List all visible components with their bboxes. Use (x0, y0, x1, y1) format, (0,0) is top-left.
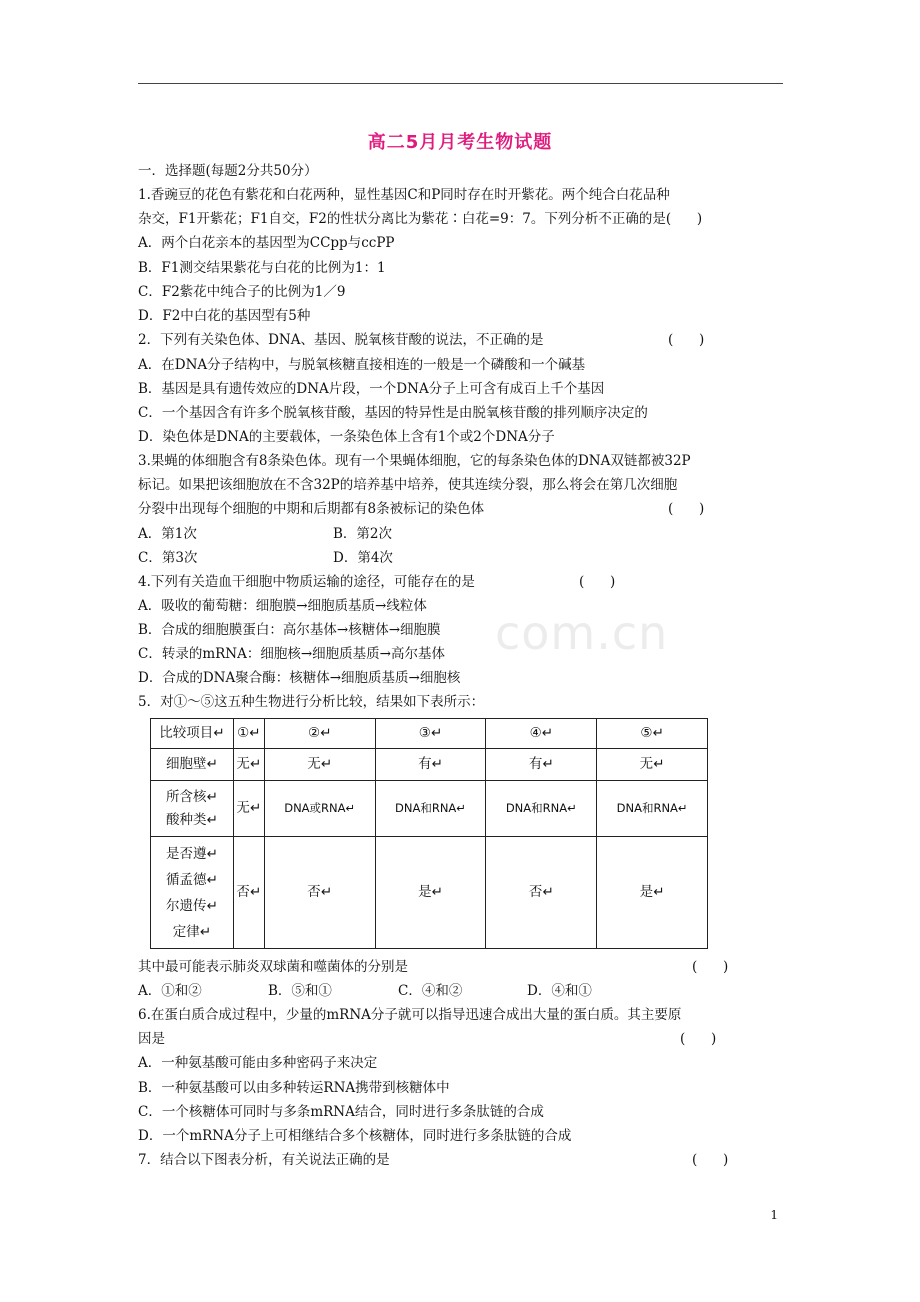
page-number: 1 (770, 1208, 778, 1222)
table-cell: 无↵ (233, 781, 264, 837)
q5-option-c: C．④和② (398, 983, 463, 999)
q6-option-d: D．一个mRNA分子上可相继结合多个核糖体，同时进行多条肽链的合成 (138, 1128, 572, 1144)
table-header-cell: ③↵ (375, 719, 486, 749)
q6-stem-line1: 6.在蛋白质合成过程中，少量的mRNA分子就可以指导迅速合成出大量的蛋白质。其主要原 (138, 1007, 682, 1023)
q2-stem: 2．下列有关染色体、DNA、基因、脱氧核苷酸的说法，不正确的是 (138, 332, 544, 348)
table-cell: 无↵ (233, 749, 264, 781)
q2-option-b: B．基因是具有遗传效应的DNA片段，一个DNA分子上可含有成百上千个基因 (138, 381, 605, 397)
table-row-label (151, 781, 234, 837)
q4-option-a: A．吸收的葡萄糖：细胞膜→细胞质基质→线粒体 (138, 598, 427, 614)
q4-option-d: D．合成的DNA聚合酶：核糖体→细胞质基质→细胞核 (138, 670, 461, 686)
table-cell: 无↵ (597, 749, 708, 781)
table-header-cell: ⑤↵ (597, 719, 708, 749)
q1-stem-line2: 杂交，F1开紫花；F1自交，F2的性状分离比为紫花∶白花=9：7。下列分析不正确的是( ) (138, 211, 703, 227)
table-cell: 无↵ (264, 749, 375, 781)
table-row-label-line: 是否遵↵ (166, 845, 218, 862)
q3-stem-line1: 3.果蝇的体细胞含有8条染色体。现有一个果蝇体细胞，它的每条染色体的DNA双链都被32P (138, 453, 691, 469)
table-cell: DNA或RNA↵ (264, 781, 375, 837)
header-rule (138, 83, 783, 84)
q1-option-b: B．F1测交结果紫花与白花的比例为1：1 (138, 260, 386, 276)
table-header-cell: ①↵ (233, 719, 264, 749)
q4-option-b: B．合成的细胞膜蛋白：高尔基体→核糖体→细胞膜 (138, 622, 441, 638)
table-row (151, 749, 708, 781)
q3-option-c: C．第3次 (138, 550, 198, 566)
q6-answer-blank: ( ) (680, 1031, 717, 1047)
table-cell: DNA和RNA↵ (597, 781, 708, 837)
q6-option-b: B．一种氨基酸可以由多种转运RNA携带到核糖体中 (138, 1080, 450, 1096)
table-header-row (151, 719, 708, 749)
q3-stem-line3: 分裂中出现每个细胞的中期和后期都有8条被标记的染色体 (138, 501, 485, 517)
table-header-cell: ④↵ (486, 719, 597, 749)
table-cell: 否↵ (233, 837, 264, 949)
q1-option-d: D．F2中白花的基因型有5种 (138, 308, 311, 324)
table-cell: 是↵ (375, 837, 486, 949)
q4-option-c: C．转录的mRNA：细胞核→细胞质基质→高尔基体 (138, 646, 445, 662)
q7-stem: 7．结合以下图表分析，有关说法正确的是 (138, 1152, 390, 1168)
q2-option-a: A．在DNA分子结构中，与脱氧核糖直接相连的一般是一个磷酸和一个碱基 (138, 357, 586, 373)
q5-option-d: D．④和① (527, 983, 592, 999)
table-row (151, 781, 708, 837)
table-cell: 有↵ (375, 749, 486, 781)
comparison-table (150, 718, 708, 949)
q3-option-a: A．第1次 (138, 526, 197, 542)
table-row-label (151, 837, 234, 949)
table-cell: 是↵ (597, 837, 708, 949)
q5-answer-blank: ( ) (692, 959, 729, 975)
q4-answer-blank: ( ) (579, 574, 616, 590)
q3-answer-blank: ( ) (668, 501, 705, 517)
page-title: 高二5月月考生物试题 (367, 132, 553, 153)
q3-stem-line2: 标记。如果把该细胞放在不含32P的培养基中培养，使其连续分裂，那么将会在第几次细胞 (138, 477, 678, 493)
q6-stem-line2: 因是 (138, 1031, 165, 1047)
q3-option-b: B．第2次 (333, 526, 393, 542)
table-cell: 否↵ (264, 837, 375, 949)
q2-option-d: D．染色体是DNA的主要载体，一条染色体上含有1个或2个DNA分子 (138, 429, 555, 445)
q1-option-c: C．F2紫花中纯合子的比例为1／9 (138, 284, 346, 300)
q4-stem: 4.下列有关造血干细胞中物质运输的途径，可能存在的是 (138, 574, 475, 590)
q2-answer-blank: ( ) (668, 332, 705, 348)
q6-option-a: A．一种氨基酸可能由多种密码子来决定 (138, 1055, 378, 1071)
table-row-label-line: 所含核↵ (166, 788, 218, 805)
table-row-label-line: 尔遗传↵ (166, 897, 218, 914)
table-cell: DNA和RNA↵ (375, 781, 486, 837)
watermark: com.cn (495, 606, 669, 660)
q2-option-c: C．一个基因含有许多个脱氧核苷酸，基因的特异性是由脱氧核苷酸的排列顺序决定的 (138, 405, 648, 421)
q7-answer-blank: ( ) (692, 1152, 729, 1168)
table-row (151, 837, 708, 949)
q5-followup: 其中最可能表示肺炎双球菌和噬菌体的分别是 (138, 959, 408, 975)
table-row-label-line: 定律↵ (172, 923, 212, 940)
table-row-label-line: 循孟德↵ (166, 871, 218, 888)
q3-option-d: D．第4次 (333, 550, 393, 566)
table-cell: 有↵ (486, 749, 597, 781)
table-header-cell: 比较项目↵ (151, 719, 234, 749)
section-heading: 一．选择题(每题2分共50分） (138, 163, 318, 179)
table-row-label-line: 酸种类↵ (166, 811, 218, 828)
q1-option-a: A．两个白花亲本的基因型为CCpp与ccPP (138, 235, 395, 251)
q5-stem: 5．对①～⑤这五种生物进行分析比较，结果如下表所示： (138, 694, 485, 710)
table-cell: 否↵ (486, 837, 597, 949)
table-header-cell: ②↵ (264, 719, 375, 749)
q5-option-a: A．①和② (138, 983, 202, 999)
q6-option-c: C．一个核糖体可同时与多条mRNA结合，同时进行多条肽链的合成 (138, 1104, 544, 1120)
table-row-label: 细胞壁↵ (151, 749, 234, 781)
q1-stem-line1: 1.香豌豆的花色有紫花和白花两种，显性基因C和P同时存在时开紫花。两个纯合白花品种 (138, 187, 670, 203)
q5-option-b: B．⑤和① (268, 983, 332, 999)
table-cell: DNA和RNA↵ (486, 781, 597, 837)
